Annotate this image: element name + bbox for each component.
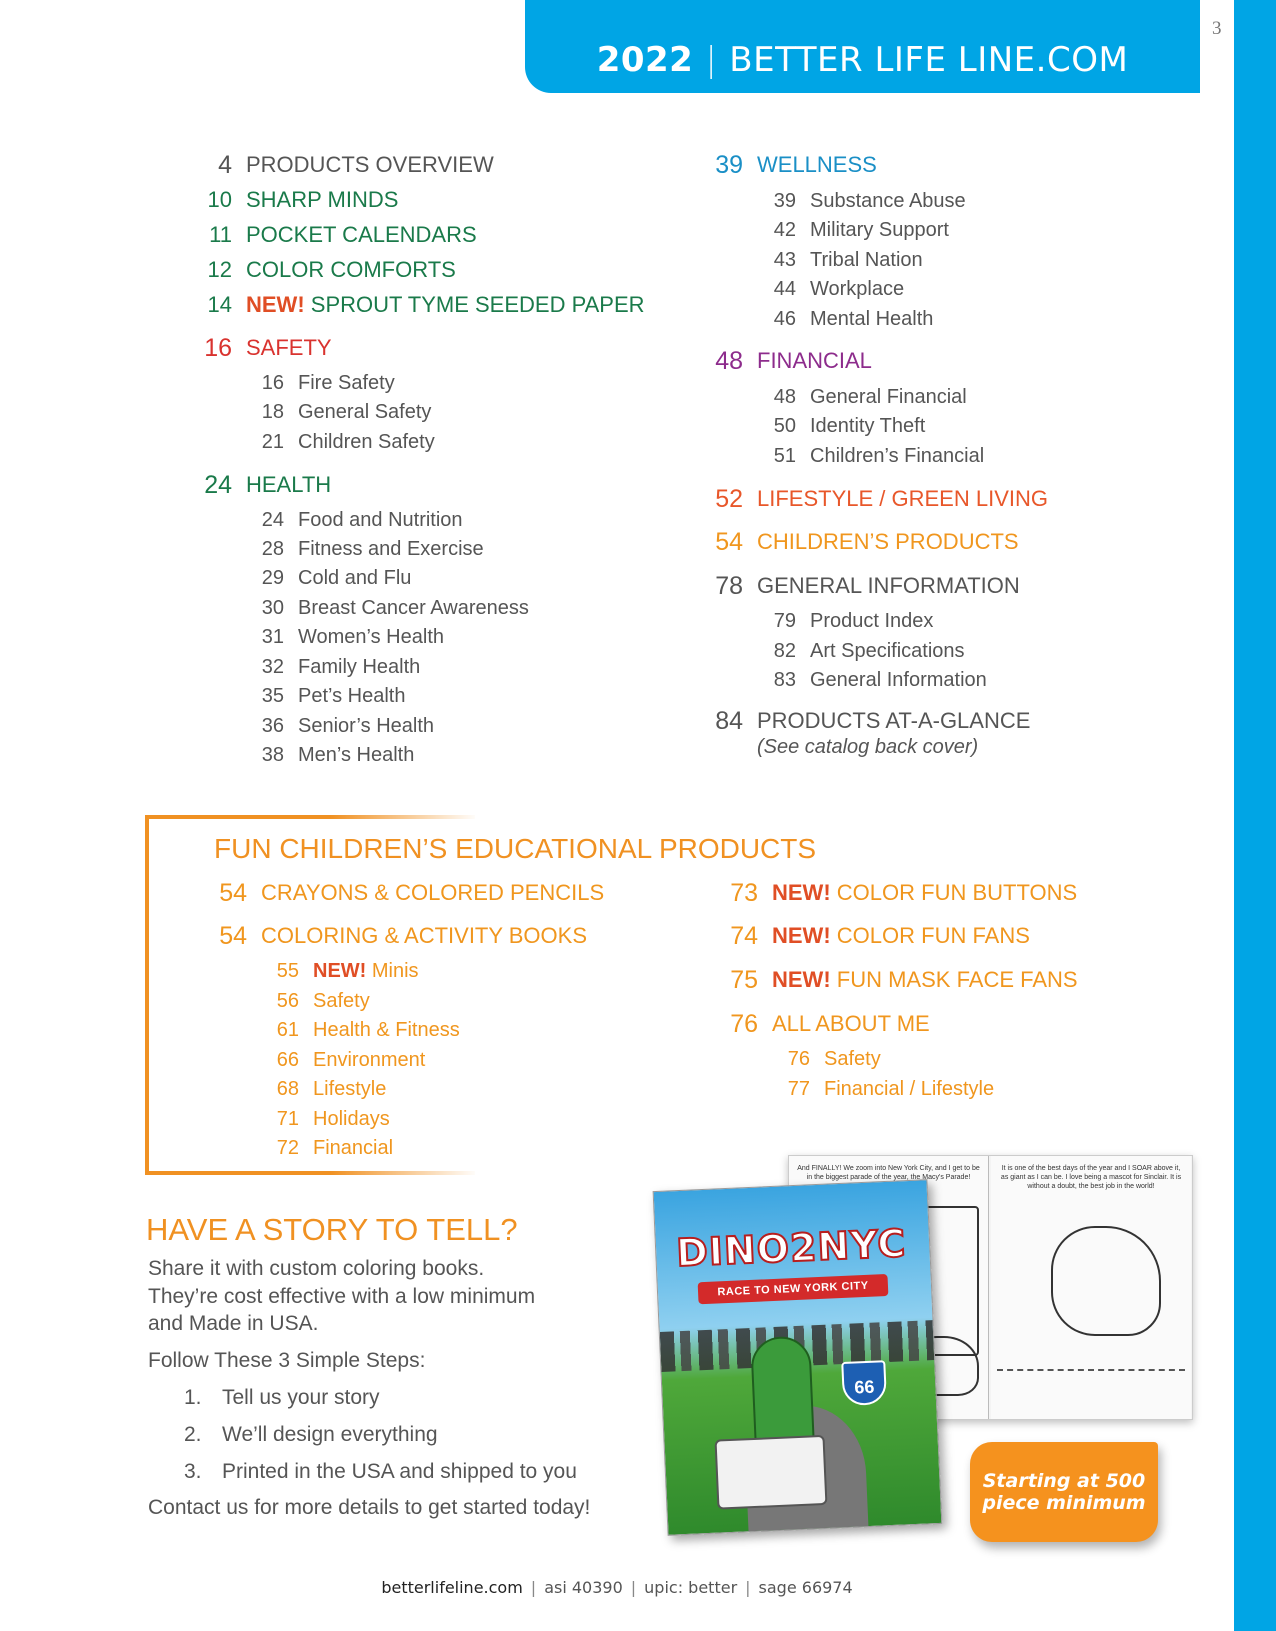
toc-sub-seniors-health[interactable] [261, 714, 435, 738]
toc-label: Senior’s Health [298, 715, 435, 737]
toc-page-number: 54 [219, 922, 247, 950]
toc-label: COLORING & ACTIVITY BOOKS [261, 923, 588, 948]
toc-label: Fire Safety [298, 372, 395, 394]
toc-label: LIFESTYLE / GREEN LIVING [757, 486, 1048, 511]
toc-page-number: 55 [276, 960, 299, 982]
toc-glance-note: (See catalog back cover) [757, 736, 979, 758]
story-title: HAVE A STORY TO TELL? [146, 1212, 518, 1247]
toc-childrens-products[interactable] [715, 528, 1019, 556]
toc-label: PRODUCTS OVERVIEW [246, 152, 494, 177]
step-item [184, 1421, 438, 1449]
toc-sub-food-nutrition[interactable] [261, 508, 463, 532]
coloring-book-illustration [660, 1155, 1195, 1535]
toc-label: Health & Fitness [313, 1019, 460, 1041]
toc-page-number: 50 [773, 415, 796, 437]
toc-page-number: 56 [276, 990, 299, 1012]
book-right-page [991, 1156, 1191, 1419]
toc-sprout-tyme[interactable] [207, 292, 645, 318]
toc-page-number: 12 [207, 257, 232, 282]
toc-label: COLOR FUN FANS [836, 923, 1030, 948]
toc-sub-kids-lifestyle[interactable] [276, 1077, 387, 1101]
toc-page-number: 32 [261, 656, 284, 678]
toc-page-number: 72 [276, 1137, 299, 1159]
toc-wellness[interactable] [715, 151, 877, 179]
toc-page-number: 77 [787, 1078, 810, 1100]
toc-label: Identity Theft [810, 415, 926, 437]
toc-crayons[interactable] [219, 879, 605, 907]
toc-label: FUN MASK FACE FANS [836, 967, 1078, 992]
toc-sub-fire-safety[interactable] [261, 371, 395, 395]
toc-label: Women’s Health [298, 626, 444, 648]
toc-label: Men’s Health [298, 744, 415, 766]
route-66-shield: 66 [841, 1360, 887, 1406]
toc-financial[interactable] [715, 347, 872, 375]
story-line: and Made in USA. [148, 1312, 319, 1335]
crowd-sketch [997, 1369, 1185, 1409]
toc-health[interactable] [204, 471, 332, 499]
footer-sage: sage 66974 [758, 1578, 853, 1597]
toc-label: PRODUCTS AT-A-GLANCE [757, 708, 1031, 733]
header-year: 2022 [596, 40, 694, 80]
toc-label: Art Specifications [810, 640, 965, 662]
cover-banner: RACE TO NEW YORK CITY [698, 1274, 889, 1304]
toc-sub-mental-health[interactable] [773, 307, 934, 331]
toc-sub-minis[interactable] [276, 959, 419, 983]
toc-label: Cold and Flu [298, 567, 412, 589]
toc-page-number: 10 [207, 187, 232, 212]
toc-label: Breast Cancer Awareness [298, 597, 529, 619]
left-page-caption: And FINALLY! We zoom into New York City, and I get to be in the biggest parade of the year, the Macy's Parade! [797, 1165, 980, 1181]
toc-sub-general-financial[interactable] [773, 385, 967, 409]
toc-page-number: 30 [261, 597, 284, 619]
toc-label: Safety [313, 990, 370, 1012]
toc-sub-art-specs[interactable] [773, 639, 965, 663]
side-band [1234, 0, 1276, 1631]
footer-separator: | [630, 1578, 637, 1597]
toc-label: Fitness and Exercise [298, 538, 484, 560]
kids-section-frame [145, 815, 475, 1175]
toc-page-number: 83 [773, 669, 796, 691]
toc-all-about-me[interactable] [730, 1010, 930, 1038]
step-label: We’ll design everything [222, 1423, 438, 1446]
toc-sub-tribal[interactable] [773, 248, 923, 272]
toc-page-number: 39 [773, 190, 796, 212]
toc-label: Product Index [810, 610, 934, 632]
toc-sub-military[interactable] [773, 218, 949, 242]
toc-page-number: 16 [204, 334, 232, 362]
toc-products-at-a-glance[interactable] [715, 707, 1031, 735]
header-title [525, 40, 1200, 80]
toc-page-number: 39 [715, 151, 743, 179]
toc-sub-childrens-financial[interactable] [773, 444, 985, 468]
toc-label: Children’s Financial [810, 445, 985, 467]
toc-page-number: 35 [261, 685, 284, 707]
toc-sub-identity-theft[interactable] [773, 414, 926, 438]
toc-sub-pets-health[interactable] [261, 684, 406, 708]
frame-fade-top [149, 815, 479, 819]
toc-sharp-minds[interactable] [207, 187, 399, 213]
header-site: BETTER LIFE LINE.COM [729, 40, 1129, 80]
steps-intro: Follow These 3 Simple Steps: [148, 1349, 426, 1372]
toc-label: Pet’s Health [298, 685, 406, 707]
toc-page-number: 46 [773, 308, 796, 330]
footer-upic: upic: better [644, 1578, 738, 1597]
step-item [184, 1384, 380, 1412]
toc-sub-product-index[interactable] [773, 609, 934, 633]
toc-page-number: 29 [261, 567, 284, 589]
toc-page-number: 43 [773, 249, 796, 271]
step-number: 1. [184, 1386, 202, 1409]
toc-page-number: 52 [715, 485, 743, 513]
toc-label: Environment [313, 1049, 426, 1071]
toc-page-number: 75 [730, 966, 758, 994]
toc-sub-general-info[interactable] [773, 668, 987, 692]
step-label: Printed in the USA and shipped to you [222, 1460, 577, 1483]
new-badge: NEW! [772, 923, 831, 948]
toc-label: GENERAL INFORMATION [757, 573, 1020, 598]
book-cover [653, 1179, 943, 1536]
toc-label: SHARP MINDS [246, 187, 399, 212]
toc-lifestyle[interactable] [715, 485, 1048, 513]
toc-label: Lifestyle [313, 1078, 387, 1100]
toc-label: Financial / Lifestyle [824, 1078, 995, 1100]
toc-page-number: 38 [261, 744, 284, 766]
toc-fun-mask-fans[interactable] [730, 966, 1078, 994]
toc-label: Family Health [298, 656, 421, 678]
contact-line: Contact us for more details to get started today! [148, 1496, 591, 1519]
toc-page-number: 24 [261, 509, 284, 531]
toc-sub-mens-health[interactable] [261, 743, 415, 767]
toc-label: Safety [824, 1048, 881, 1070]
toc-page-number: 68 [276, 1078, 299, 1100]
toc-page-number: 18 [261, 401, 284, 423]
toc-label: General Information [810, 669, 987, 691]
toc-page-number: 36 [261, 715, 284, 737]
toc-page-number: 76 [787, 1048, 810, 1070]
toc-general-information[interactable] [715, 572, 1020, 600]
toc-page-number: 54 [715, 528, 743, 556]
toc-page-number: 16 [261, 372, 284, 394]
footer-separator: | [530, 1578, 537, 1597]
toc-page-number: 73 [730, 879, 758, 907]
truck-figure [715, 1435, 828, 1510]
toc-page-number: 44 [773, 278, 796, 300]
toc-page-number: 4 [218, 151, 232, 179]
toc-label: SAFETY [246, 335, 332, 360]
toc-label: Military Support [810, 219, 949, 241]
toc-label: CRAYONS & COLORED PENCILS [261, 880, 605, 905]
toc-label: Substance Abuse [810, 190, 966, 212]
toc-page-number: 28 [261, 538, 284, 560]
toc-page-number: 24 [204, 471, 232, 499]
step-number: 3. [184, 1460, 202, 1483]
step-number: 2. [184, 1423, 202, 1446]
toc-page-number: 54 [219, 879, 247, 907]
toc-sub-children-safety[interactable] [261, 430, 435, 454]
kids-section-title: FUN CHILDREN’S EDUCATIONAL PRODUCTS [214, 833, 817, 864]
toc-page-number: 66 [276, 1049, 299, 1071]
footer [0, 1578, 1234, 1597]
toc-page-number: 76 [730, 1010, 758, 1038]
toc-label: General Financial [810, 386, 967, 408]
toc-safety[interactable] [204, 334, 332, 362]
page-number: 3 [1212, 18, 1222, 39]
toc-label: COLOR FUN BUTTONS [836, 880, 1078, 905]
dino-balloon-sketch [1051, 1226, 1161, 1336]
toc-page-number: 82 [773, 640, 796, 662]
toc-page-number: 11 [209, 222, 232, 247]
toc-label: Tribal Nation [810, 249, 923, 271]
toc-page-number: 74 [730, 922, 758, 950]
toc-page-number: 42 [773, 219, 796, 241]
toc-sub-fitness[interactable] [261, 537, 484, 561]
footer-domain[interactable]: betterlifeline.com [381, 1578, 523, 1597]
toc-sub-substance-abuse[interactable] [773, 189, 966, 213]
toc-label: WELLNESS [757, 152, 877, 177]
new-badge: NEW! [772, 967, 831, 992]
footer-separator: | [745, 1578, 751, 1597]
toc-label: Mental Health [810, 308, 934, 330]
right-page-caption: It is one of the best days of the year and I SOAR above it, as giant as I can be. I love being a mascot for Sinclair. It is without a doubt, the best job in the world! [1000, 1165, 1182, 1190]
story-line: They’re cost effective with a low minimum [148, 1285, 536, 1308]
toc-sub-general-safety[interactable] [261, 400, 432, 424]
toc-page-number: 71 [276, 1108, 299, 1130]
toc-label: Workplace [810, 278, 905, 300]
step-label: Tell us your story [222, 1386, 380, 1409]
toc-page-number: 14 [207, 292, 232, 317]
header-separator: | [705, 40, 718, 80]
toc-sub-kids-financial[interactable] [276, 1136, 394, 1160]
toc-pocket-calendars[interactable] [209, 222, 477, 248]
toc-label: COLOR COMFORTS [246, 257, 456, 282]
toc-label: CHILDREN’S PRODUCTS [757, 529, 1019, 554]
toc-color-fun-buttons[interactable] [730, 879, 1078, 907]
toc-page-number: 51 [773, 445, 796, 467]
toc-color-fun-fans[interactable] [730, 922, 1030, 950]
cover-title: DINO2NYC [675, 1221, 908, 1276]
toc-sub-breast-cancer[interactable] [261, 596, 529, 620]
toc-sub-about-safety[interactable] [787, 1047, 881, 1071]
toc-label: FINANCIAL [757, 348, 872, 373]
toc-page-number: 79 [773, 610, 796, 632]
toc-products-overview[interactable] [218, 151, 494, 179]
frame-fade-bottom [149, 1171, 479, 1175]
minimum-badge: Starting at 500 piece minimum [970, 1442, 1158, 1542]
story-line: Share it with custom coloring books. [148, 1257, 485, 1280]
toc-sub-about-financial[interactable] [787, 1077, 995, 1101]
toc-sub-workplace[interactable] [773, 277, 905, 301]
new-badge: NEW! [313, 960, 367, 982]
toc-page-number: 21 [261, 431, 284, 453]
toc-label: ALL ABOUT ME [772, 1011, 930, 1036]
toc-page-number: 48 [773, 386, 796, 408]
toc-label: Minis [371, 960, 419, 982]
toc-page-number: 48 [715, 347, 743, 375]
toc-label: SPROUT TYME SEEDED PAPER [310, 292, 645, 317]
toc-page-number: 31 [261, 626, 284, 648]
toc-sub-family-health[interactable] [261, 655, 421, 679]
footer-asi: asi 40390 [544, 1578, 623, 1597]
new-badge: NEW! [772, 880, 831, 905]
toc-sub-holidays[interactable] [276, 1107, 390, 1131]
toc-label: Children Safety [298, 431, 435, 453]
toc-color-comforts[interactable] [207, 257, 456, 283]
toc-sub-cold-flu[interactable] [261, 566, 412, 590]
toc-sub-environment[interactable] [276, 1048, 426, 1072]
toc-sub-womens-health[interactable] [261, 625, 444, 649]
toc-coloring-books[interactable] [219, 922, 588, 950]
toc-page-number: 78 [715, 572, 743, 600]
step-item [184, 1458, 577, 1486]
toc-label: General Safety [298, 401, 432, 423]
toc-sub-kids-safety[interactable] [276, 989, 370, 1013]
toc-page-number: 61 [276, 1019, 299, 1041]
toc-label: Holidays [313, 1108, 390, 1130]
toc-label: POCKET CALENDARS [246, 222, 477, 247]
header-band [525, 0, 1200, 93]
new-badge: NEW! [246, 292, 305, 317]
toc-sub-health-fitness[interactable] [276, 1018, 460, 1042]
toc-label: Food and Nutrition [298, 509, 463, 531]
toc-label: Financial [313, 1137, 394, 1159]
toc-label: HEALTH [246, 472, 332, 497]
toc-page-number: 84 [715, 707, 743, 735]
